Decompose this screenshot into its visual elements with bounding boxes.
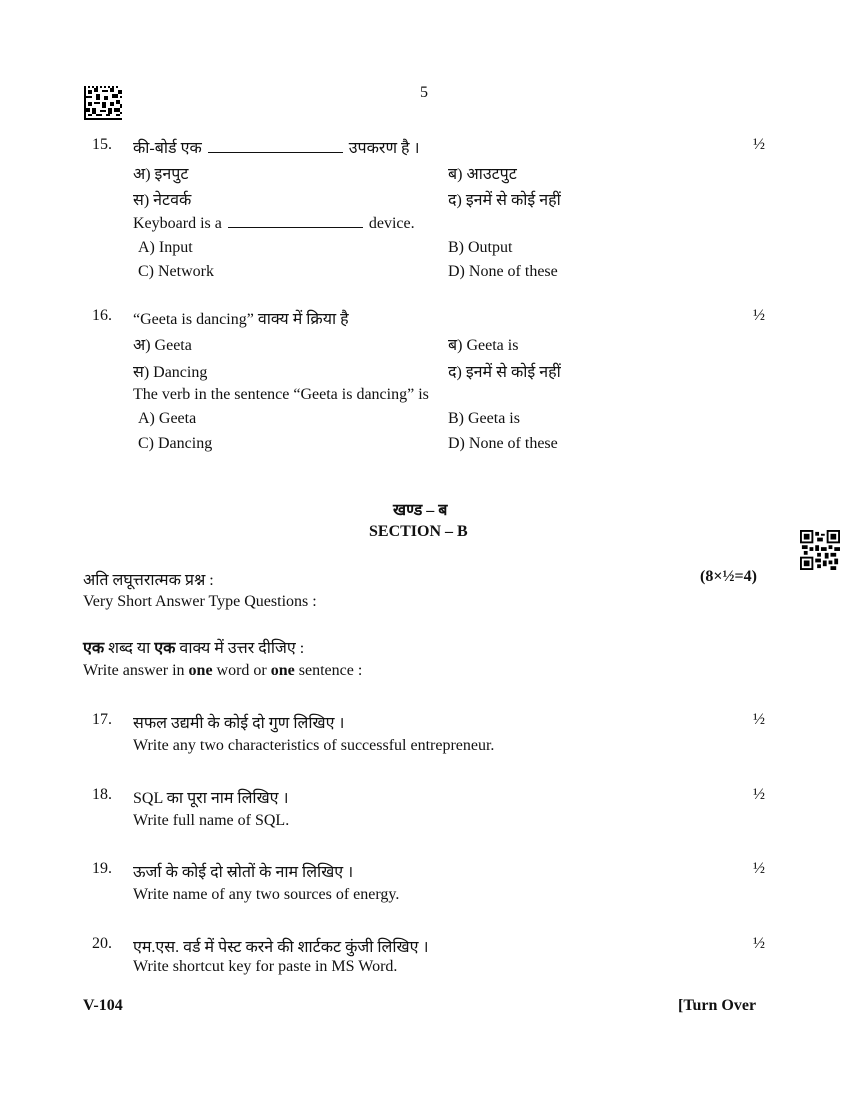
section-title-hindi: खण्ड – ब <box>393 502 448 519</box>
question-15-english-pre: Keyboard is a <box>133 215 222 232</box>
question-18-marks: ½ <box>753 786 765 803</box>
question-type-hindi: अति लघूत्तरात्मक प्रश्न : <box>83 572 214 589</box>
option-16-en-d: D) None of these <box>448 435 558 452</box>
option-15-en-c: C) Network <box>138 263 214 280</box>
page-number: 5 <box>420 84 428 101</box>
question-15-english-post: device. <box>368 215 415 232</box>
question-20-english: Write shortcut key for paste in MS Word. <box>133 958 398 975</box>
instruction-en-part-3: word or <box>212 662 271 679</box>
section-marks-total: (8×½=4) <box>700 568 757 585</box>
option-15-hi-c: स) नेटवर्क <box>133 192 192 209</box>
option-15-hi-a: अ) इनपुट <box>133 166 189 183</box>
qr-code <box>800 530 840 570</box>
question-19-marks: ½ <box>753 860 765 877</box>
question-15-hindi-post: उपकरण है । <box>348 140 420 157</box>
question-15-marks: ½ <box>753 136 765 153</box>
option-15-en-b: B) Output <box>448 239 513 256</box>
question-19-hindi: ऊर्जा के कोई दो स्रोतों के नाम लिखिए । <box>133 864 354 881</box>
option-16-en-b: B) Geeta is <box>448 410 520 427</box>
question-18-english: Write full name of SQL. <box>133 812 290 829</box>
question-15-hindi-pre: की-बोर्ड एक <box>133 140 202 157</box>
instruction-hi-part-4: वाक्य में उत्तर दीजिए : <box>175 640 305 657</box>
option-15-en-d: D) None of these <box>448 263 558 280</box>
option-16-en-a: A) Geeta <box>138 410 197 427</box>
emphasis-ek-2: एक <box>154 640 176 657</box>
question-type-english: Very Short Answer Type Questions : <box>83 593 317 610</box>
option-15-hi-b: ब) आउटपुट <box>448 166 517 183</box>
question-15-hindi <box>133 136 420 158</box>
option-15-en-a: A) Input <box>138 239 193 256</box>
question-18-hindi: SQL का पूरा नाम लिखिए । <box>133 790 289 807</box>
option-16-en-c: C) Dancing <box>138 435 213 452</box>
option-16-hi-d: द) इनमें से कोई नहीं <box>448 364 561 381</box>
answer-instruction-english <box>83 662 362 680</box>
question-20-marks: ½ <box>753 935 765 952</box>
option-16-hi-a: अ) Geeta <box>133 337 192 354</box>
question-number-17: 17. <box>92 711 112 728</box>
question-number-16: 16. <box>92 307 112 324</box>
question-17-marks: ½ <box>753 711 765 728</box>
section-title-english: SECTION – B <box>369 523 468 540</box>
blank-line <box>228 226 363 228</box>
paper-code: V-104 <box>83 997 123 1014</box>
question-16-marks: ½ <box>753 307 765 324</box>
question-16-hindi: “Geeta is dancing” वाक्य में क्रिया है <box>133 311 349 328</box>
blank-line <box>208 151 343 153</box>
question-16-english: The verb in the sentence “Geeta is dancing” is <box>133 386 429 403</box>
question-17-hindi: सफल उद्यमी के कोई दो गुण लिखिए । <box>133 715 345 732</box>
option-16-hi-b: ब) Geeta is <box>448 337 519 354</box>
option-16-hi-c: स) Dancing <box>133 364 208 381</box>
question-number-15: 15. <box>92 136 112 153</box>
emphasis-one-1: one <box>188 662 213 679</box>
instruction-hi-part-2: शब्द या <box>104 640 155 657</box>
instruction-en-part-5: sentence : <box>294 662 363 679</box>
instruction-en-part-1: Write answer in <box>83 662 189 679</box>
question-number-19: 19. <box>92 860 112 877</box>
emphasis-ek-1: एक <box>83 640 105 657</box>
question-15-english <box>133 215 415 233</box>
turn-over-label: [Turn Over <box>678 997 757 1014</box>
question-number-18: 18. <box>92 786 112 803</box>
option-15-hi-d: द) इनमें से कोई नहीं <box>448 192 561 209</box>
emphasis-one-2: one <box>270 662 295 679</box>
datamatrix-code <box>84 86 122 120</box>
answer-instruction-hindi <box>83 636 304 658</box>
question-17-english: Write any two characteristics of successful entrepreneur. <box>133 737 495 754</box>
question-number-20: 20. <box>92 935 112 952</box>
question-20-hindi: एम.एस. वर्ड में पेस्ट करने की शार्टकट कुंजी लिखिए । <box>133 939 429 956</box>
question-19-english: Write name of any two sources of energy. <box>133 886 400 903</box>
